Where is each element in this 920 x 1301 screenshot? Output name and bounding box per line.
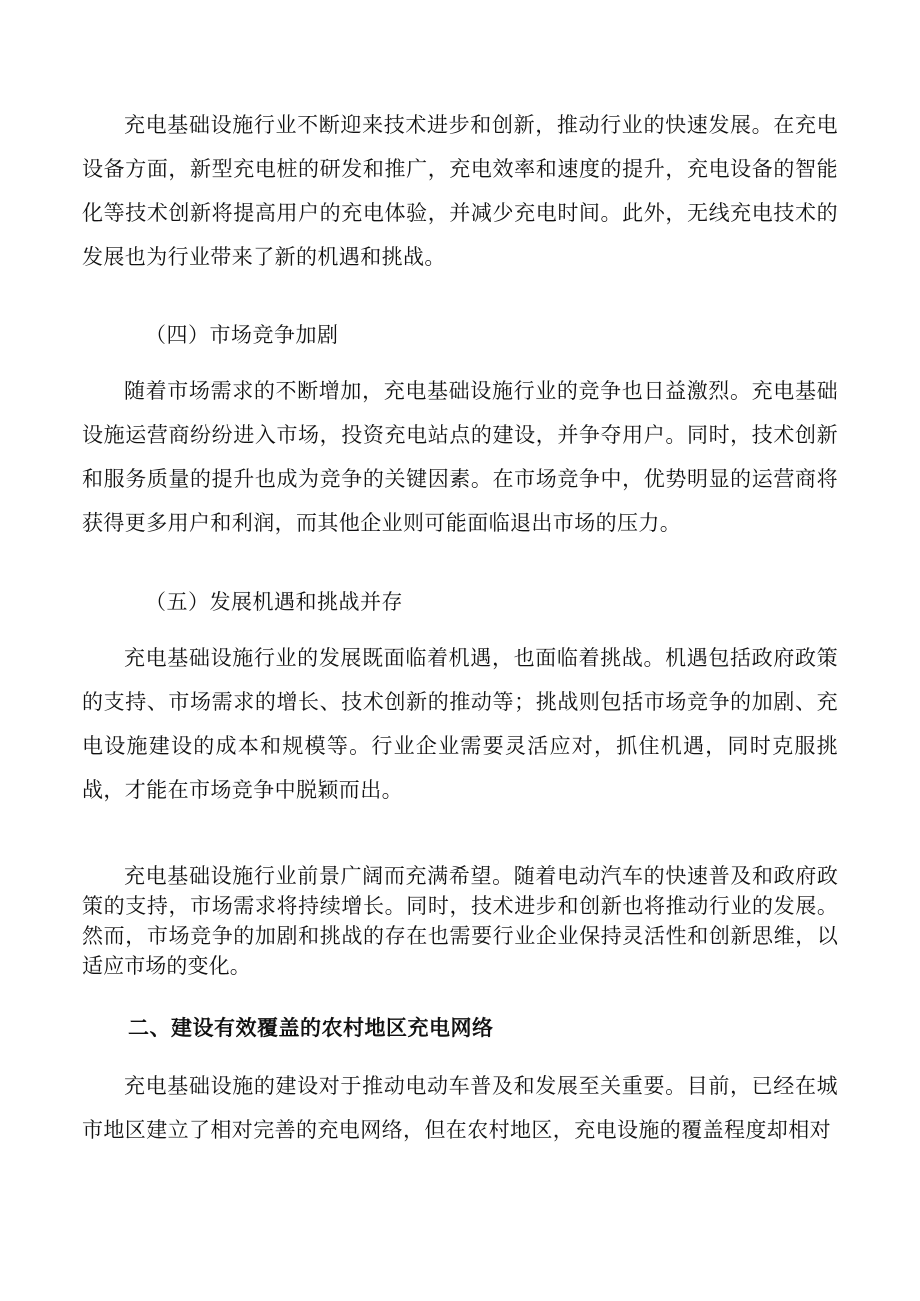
subheading-opportunities-challenges: （五）发展机遇和挑战并存 <box>145 590 403 614</box>
paragraph-industry-outlook: 充电基础设施行业前景广阔而充满希望。随着电动汽车的快速普及和政府政策的支持，市场需求将持续增长。同时，技术进步和创新也将推动行业的发展。然而，市场竞争的加剧和挑战的存在也需要行业企业保持灵活性和创新思维，以适应市场的变化。 <box>82 864 838 978</box>
paragraph-opportunities-challenges: 充电基础设施行业的发展既面临着机遇，也面临着挑战。机遇包括政府政策的支持、市场需求的增长、技术创新的推动等；挑战则包括市场竞争的加剧、充电设施建设的成本和规模等。行业企业需要灵活应对，抓住机遇，同时克服挑战，才能在市场竞争中脱颖而出。 <box>82 646 838 802</box>
paragraph-market-competition: 随着市场需求的不断增加，充电基础设施行业的竞争也日益激烈。充电基础设施运营商纷纷进入市场，投资充电站点的建设，并争夺用户。同时，技术创新和服务质量的提升也成为竞争的关键因素。在市场竞争中，优势明显的运营商将获得更多用户和利润，而其他企业则可能面临退出市场的压力。 <box>82 379 838 535</box>
paragraph-technology-innovation: 充电基础设施行业不断迎来技术进步和创新，推动行业的快速发展。在充电设备方面，新型充电桩的研发和推广，充电效率和速度的提升，充电设备的智能化等技术创新将提高用户的充电体验，并减少充电时间。此外，无线充电技术的发展也为行业带来了新的机遇和挑战。 <box>82 113 838 269</box>
section-heading-rural-network: 二、建设有效覆盖的农村地区充电网络 <box>128 1016 494 1040</box>
paragraph-rural-network: 充电基础设施的建设对于推动电动车普及和发展至关重要。目前，已经在城市地区建立了相对完善的充电网络，但在农村地区，充电设施的覆盖程度却相对 <box>82 1074 838 1142</box>
subheading-market-competition: （四）市场竞争加剧 <box>145 323 339 347</box>
